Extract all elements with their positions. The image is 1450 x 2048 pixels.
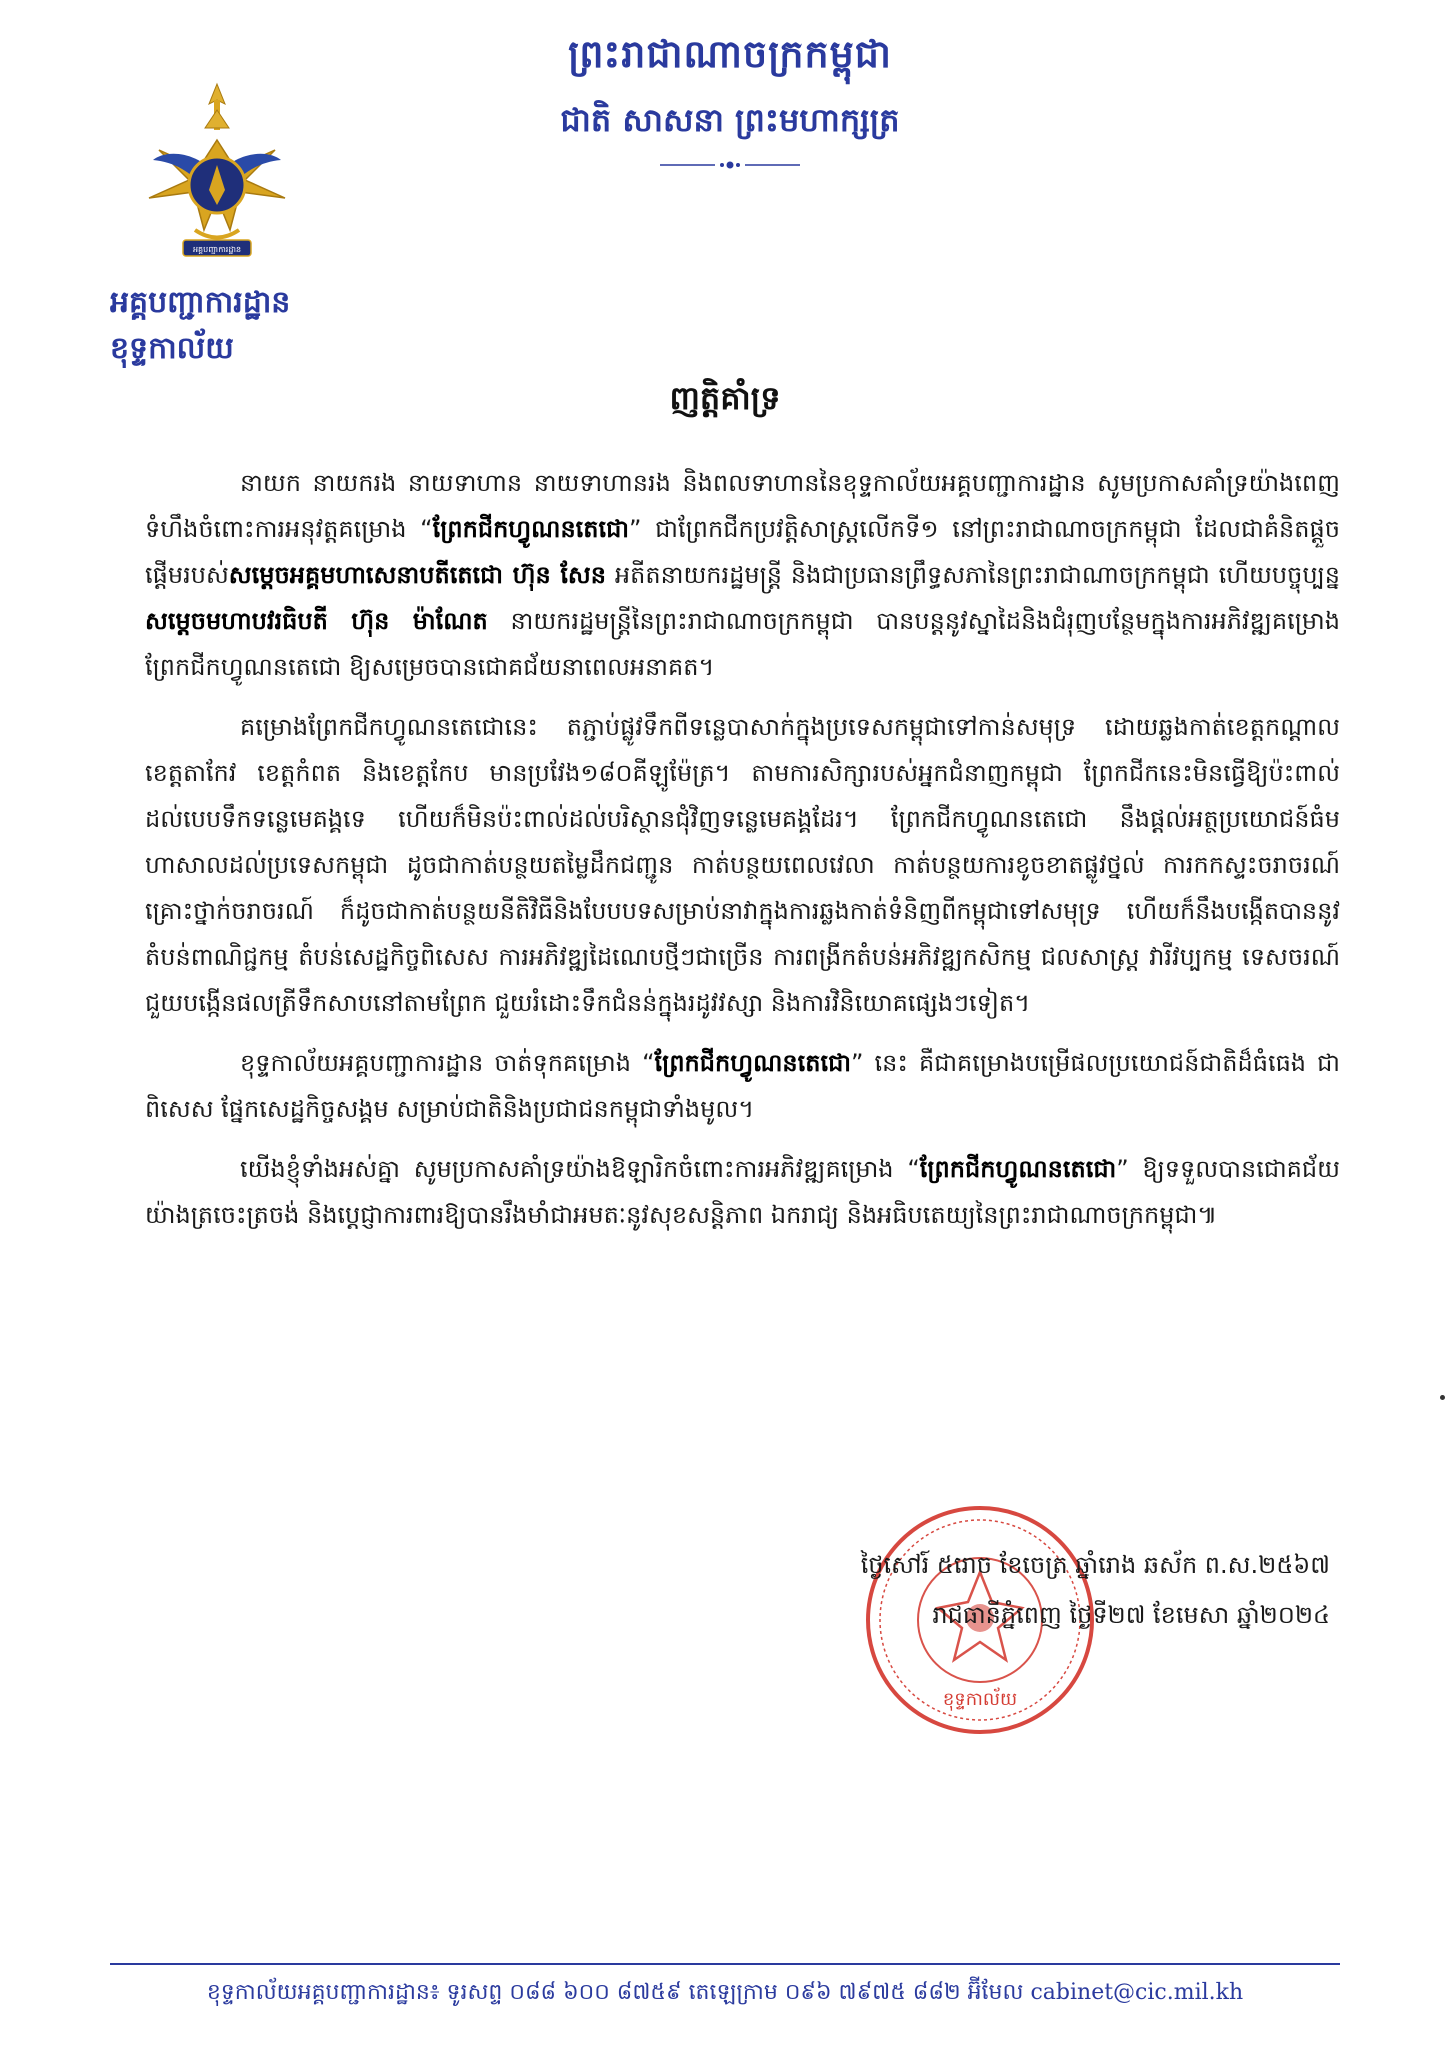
solar-date: រាជធានីភ្នំពេញ ថ្ងៃទី២៧ ខែមេសា ឆ្នាំ២០២៤ — [932, 1601, 1330, 1629]
paragraph-2 — [145, 704, 1340, 1026]
paragraph-4 — [145, 1146, 1340, 1238]
lunar-date: ថ្ងៃសៅរ៍ ៥រោច ខែចេត្រ ឆ្នាំរោង ឆស័ក ព.ស.២៥៦៧ — [860, 1551, 1330, 1579]
ornament-divider — [660, 158, 800, 172]
text-run: នាយករដ្ឋមន្ត្រីនៃព្រះរាជាណាចក្រកម្ពុជា បានបន្តនូវស្នាដៃនិងជំរុញបន្ថែមក្នុងការអភិវឌ្ឍគម្រោងព្រែកជីកហ្វូណនតេជោ ឱ្យសម្រេចបានជោគជ័យនាពេលអនាគត។ — [145, 607, 1341, 681]
seal-text: ខុទ្ទកាល័យ — [942, 1689, 1018, 1710]
org-line-1: អគ្គបញ្ជាការដ្ឋាន — [110, 285, 291, 320]
text-run: អតីតនាយករដ្ឋមន្ត្រី និងជាប្រធានព្រឹទ្ធសភានៃព្រះរាជាណាចក្រកម្ពុជា ហើយបច្ចុប្បន្ន — [606, 561, 1340, 589]
text-run: នាយក នាយករង នាយទាហាន នាយទាហានរង និងពលទាហាននៃខុទ្ទកាល័យអគ្គបញ្ជាការដ្ឋាន សូមប្រកាសគាំទ្រយ៉ាងពេញទំហឹងចំពោះការអនុវត្តគម្រោង “ — [145, 469, 1340, 543]
footer-contact — [110, 1978, 1340, 2010]
bold-run: សម្តេចអគ្គមហាសេនាបតីតេជោ ហ៊ុន សែន — [228, 561, 607, 589]
date-block — [680, 1540, 1330, 1640]
footer-email[interactable]: cabinet@cic.mil.kh — [1030, 1980, 1244, 2005]
organization-name — [110, 280, 290, 372]
paragraph-3 — [145, 1040, 1340, 1132]
footer-contact-text: ខុទ្ទកាល័យអគ្គបញ្ជាការដ្ឋាន៖ ទូរសព្ទ ០៨៨ ៦០០ ៨៧៥៩ តេឡេក្រាម ០៩៦ ៧៩៧៥ ៨៨២ អ៊ីមែល — [206, 1980, 1024, 2005]
text-run: ” ឱ្យទទួលបានជោគជ័យយ៉ាងត្រចេះត្រចង់ និងប្តេជ្ញាការពារឱ្យបានរឹងមាំជាអមតៈនូវសុខសន្តិភាព ឯករាជ្យ និងអធិបតេយ្យនៃព្រះរាជាណាចក្រកម្ពុជា៕ — [145, 1155, 1341, 1229]
bold-run: ព្រែកជីកហ្វូណនតេជោ — [432, 515, 629, 543]
bold-run: សម្តេចមហាបវរធិបតី ហ៊ុន ម៉ាណែត — [145, 607, 488, 635]
text-run: គម្រោងព្រែកជីកហ្វូណនតេជោនេះ តភ្ជាប់ផ្លូវទឹកពីទន្លេបាសាក់ក្នុងប្រទេសកម្ពុជាទៅកាន់សមុទ្រ ដោយឆ្លងកាត់ខេត្តកណ្តាល ខេត្តតាកែវ ខេត្តកំពត និងខេត្តកែប មានប្រវែង១៨០គីឡូម៉ែត្រ។ តាមការសិក្សារបស់អ្នកជំនាញកម្ពុជា ព្រែកជីកនេះមិនធ្វើឱ្យប៉ះពាល់ដល់បេបទឹកទន្លេមេគង្គទេ ហើយក៏មិនប៉ះពាល់ដល់បរិស្ថានជុំវិញទន្លេមេគង្គដែរ។ ព្រែកជីកហ្វូណនតេជោ នឹងផ្តល់អត្ថប្រយោជន៍ធំមហាសាលដល់ប្រទេសកម្ពុជា ដូចជាកាត់បន្ថយតម្លៃដឹកជញ្ជូន កាត់បន្ថយពេលវេលា កាត់បន្ថយការខូចខាតផ្លូវថ្នល់ ការកកស្ទះចរាចរណ៍ គ្រោះថ្នាក់ចរាចរណ៍ ក៏ដូចជាកាត់បន្ថយនីតិវិធីនិងបែបបទសម្រាប់នាវាក្នុងការឆ្លងកាត់ទំនិញពីកម្ពុជាទៅសមុទ្រ ហើយក៏នឹងបង្កើតបាននូវតំបន់ពាណិជ្ជកម្ម តំបន់សេដ្ឋកិច្ចពិសេស ការអភិវឌ្ឍដៃណេបថ្មីៗជាច្រើន ការពង្រីកតំបន់អភិវឌ្ឍកសិកម្ម ជលសាស្ត្រ វារីវប្បកម្ម ទេសចរណ៍ ជួយបង្កើនផលត្រីទឹកសាបនៅតាមព្រែក ជួយរំដោះទឹកជំនន់ក្នុងរដូវវស្សា និងការវិនិយោគផ្សេងៗទៀត។ — [145, 713, 1340, 1017]
document-title: ញត្តិគាំទ្រ — [669, 379, 781, 417]
bold-run: ព្រែកជីកហ្វូណនតេជោ — [654, 1049, 851, 1077]
national-motto: ជាតិ សាសនា ព្រះមហាក្សត្រ — [560, 101, 900, 139]
org-line-2: ខុទ្ទកាល័យ — [110, 331, 234, 366]
document-body — [145, 460, 1340, 1252]
footer-divider — [110, 1963, 1340, 1965]
text-run: ខុទ្ទកាល័យអគ្គបញ្ជាការដ្ឋាន ចាត់ទុកគម្រោង “ — [240, 1049, 655, 1077]
text-run: យើងខ្ញុំទាំងអស់គ្នា សូមប្រកាសគាំទ្រយ៉ាងឱឡារិកចំពោះការអភិវឌ្ឍគម្រោង “ — [240, 1155, 920, 1183]
scan-mark — [1440, 1395, 1445, 1400]
emblem-banner-text: អគ្គបញ្ជាការដ្ឋាន — [192, 245, 242, 254]
kingdom-heading: ព្រះរាជាណាចក្រកម្ពុជា — [568, 32, 892, 76]
text-run: ” ជាព្រែកជីកប្រវត្តិសាស្ត្រលើកទី១ នៅព្រះរាជាណាចក្រកម្ពុជា ដែលជាគំនិតផ្តួចផ្តើមរបស់ — [145, 515, 1340, 589]
text-run: ” នេះ គឺជាគម្រោងបម្រើផលប្រយោជន៍ជាតិដ៏ធំធេង ជាពិសេស ផ្នែកសេដ្ឋកិច្ចសង្គម សម្រាប់ជាតិនិងប្រជាជនកម្ពុជាទាំងមូល។ — [145, 1049, 1340, 1123]
bold-run: ព្រែកជីកហ្វូណនតេជោ — [919, 1155, 1117, 1183]
emblem-logo — [135, 80, 300, 270]
paragraph-1 — [145, 460, 1340, 690]
